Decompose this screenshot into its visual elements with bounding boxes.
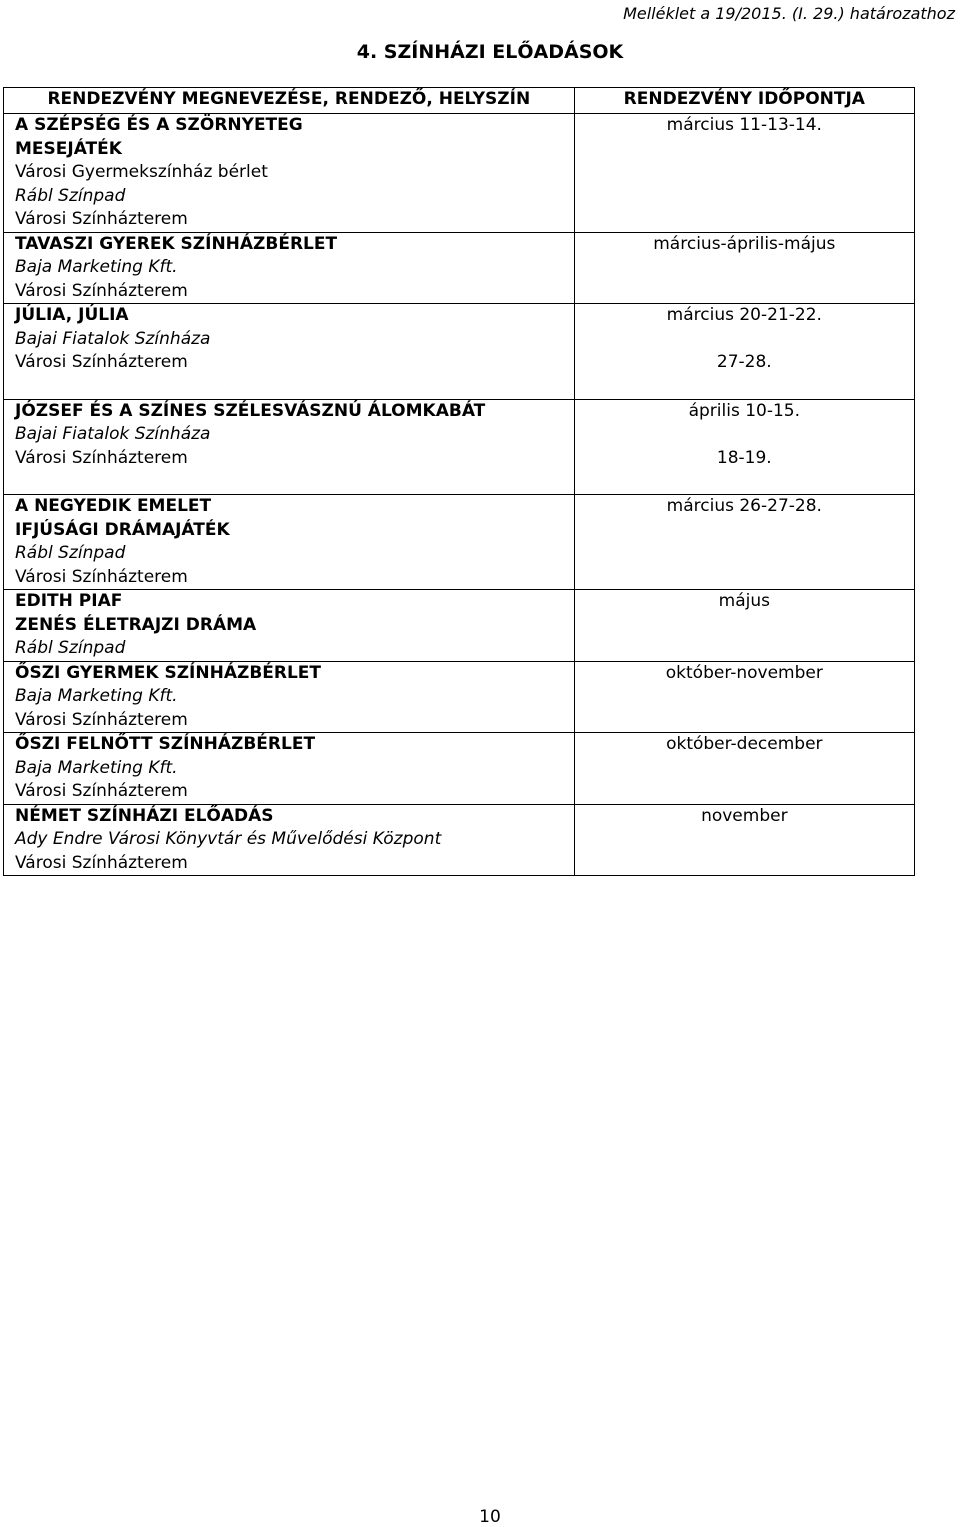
event-cell <box>4 304 575 400</box>
event-series: Városi Gyermekszínház bérlet <box>15 162 268 182</box>
table-row <box>4 399 915 495</box>
event-venue: Városi Színházterem <box>15 280 188 301</box>
event-date: március 20-21-22. <box>666 305 822 325</box>
table-row <box>4 661 915 733</box>
event-venue: Városi Színházterem <box>15 447 188 468</box>
event-date: október-december <box>666 734 823 754</box>
event-genre: MESEJÁTÉK <box>15 138 122 159</box>
table-header-row <box>4 88 915 114</box>
event-date: március-április-május <box>653 233 836 254</box>
event-title: JÓZSEF ÉS A SZÍNES SZÉLESVÁSZNÚ ÁLOMKABÁT <box>15 400 486 421</box>
event-date: november <box>701 805 788 826</box>
event-organizer: Bajai Fiatalok Színháza <box>15 424 211 444</box>
event-venue: Városi Színházterem <box>15 566 188 587</box>
events-table <box>3 87 915 876</box>
event-date: május <box>718 591 770 611</box>
col-header-date: RENDEZVÉNY IDŐPONTJA <box>574 88 914 114</box>
event-date-second: 18-19. <box>716 447 772 468</box>
event-date: október-november <box>665 662 823 683</box>
event-title: EDITH PIAF <box>15 591 123 611</box>
event-title: NÉMET SZÍNHÁZI ELŐADÁS <box>15 805 274 826</box>
col-header-event: RENDEZVÉNY MEGNEVEZÉSE, RENDEZŐ, HELYSZÍN <box>4 88 575 114</box>
date-cell <box>574 733 914 805</box>
date-cell <box>574 661 914 733</box>
event-venue: Városi Színházterem <box>15 209 188 229</box>
event-cell <box>4 590 575 662</box>
table-row <box>4 304 915 400</box>
table-row <box>4 590 915 662</box>
page-title: 4. SZÍNHÁZI ELŐADÁSOK <box>356 41 624 63</box>
event-cell <box>4 399 575 495</box>
table-row <box>4 804 915 876</box>
table-row <box>4 114 915 233</box>
event-organizer: Bajai Fiatalok Színháza <box>15 328 211 349</box>
date-cell <box>574 495 914 590</box>
event-genre: IFJÚSÁGI DRÁMAJÁTÉK <box>15 519 230 540</box>
page-number: 10 <box>479 1507 501 1527</box>
event-organizer: Rábl Színpad <box>15 543 126 563</box>
date-cell <box>574 114 914 233</box>
event-organizer: Baja Marketing Kft. <box>15 686 178 706</box>
table-row <box>4 733 915 805</box>
event-genre: ZENÉS ÉLETRAJZI DRÁMA <box>15 614 257 635</box>
event-cell <box>4 495 575 590</box>
event-venue: Városi Színházterem <box>15 352 188 372</box>
date-cell <box>574 232 914 304</box>
date-cell <box>574 399 914 495</box>
event-organizer: Rábl Színpad <box>15 185 126 206</box>
event-date-second: 27-28. <box>716 352 772 372</box>
event-title: A SZÉPSÉG ÉS A SZÖRNYETEG <box>15 115 303 135</box>
event-organizer: Baja Marketing Kft. <box>15 257 178 277</box>
event-title: JÚLIA, JÚLIA <box>15 305 129 325</box>
event-venue: Városi Színházterem <box>15 852 188 873</box>
event-cell <box>4 661 575 733</box>
event-cell <box>4 804 575 876</box>
date-cell <box>574 304 914 400</box>
date-cell <box>574 590 914 662</box>
event-title: TAVASZI GYEREK SZÍNHÁZBÉRLET <box>15 233 338 254</box>
event-date: április 10-15. <box>688 400 801 421</box>
event-organizer: Rábl Színpad <box>15 638 126 658</box>
event-title: ŐSZI FELNŐTT SZÍNHÁZBÉRLET <box>15 734 316 754</box>
event-date: március 26-27-28. <box>666 496 822 516</box>
table-row <box>4 495 915 590</box>
event-cell <box>4 733 575 805</box>
table-row <box>4 232 915 304</box>
event-title: A NEGYEDIK EMELET <box>15 496 212 516</box>
event-date: március 11-13-14. <box>666 115 822 135</box>
event-title: ŐSZI GYERMEK SZÍNHÁZBÉRLET <box>15 662 322 683</box>
event-venue: Városi Színházterem <box>15 709 188 730</box>
annex-reference: Melléklet a 19/2015. (I. 29.) határozathoz <box>623 4 955 23</box>
date-cell <box>574 804 914 876</box>
event-organizer: Baja Marketing Kft. <box>15 757 178 778</box>
event-organizer: Ady Endre Városi Könyvtár és Művelődési Központ <box>15 829 442 849</box>
event-cell <box>4 114 575 233</box>
event-cell <box>4 232 575 304</box>
event-venue: Városi Színházterem <box>15 781 188 801</box>
